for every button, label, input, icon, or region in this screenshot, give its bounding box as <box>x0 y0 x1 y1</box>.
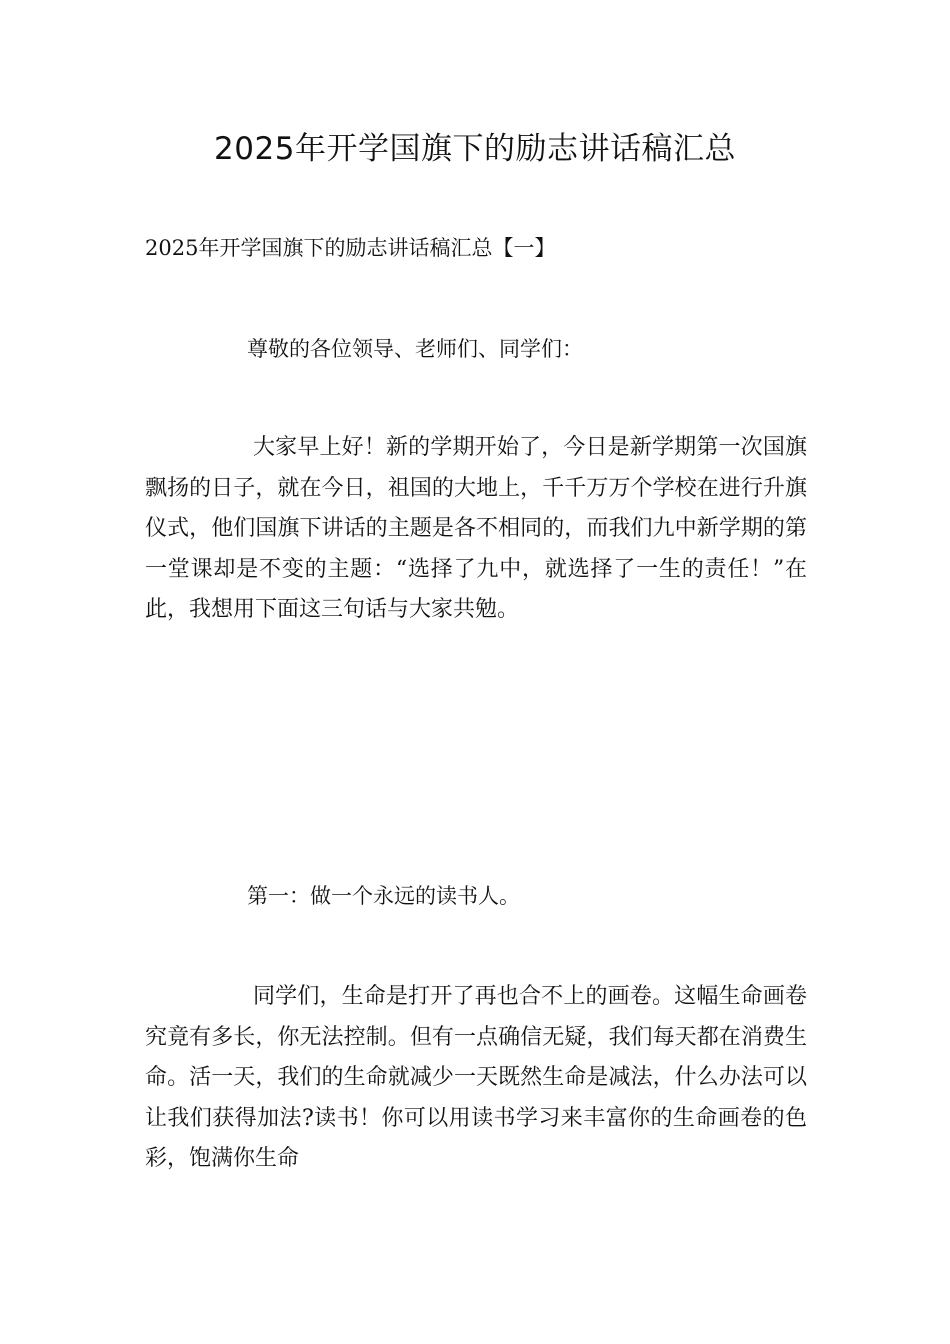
salutation: 尊敬的各位领导、老师们、同学们： <box>247 337 583 361</box>
paragraph-2: 同学们，生命是打开了再也合不上的画卷。这幅生命画卷究竟有多长，你无法控制。但有一点确信无疑，我们每天都在消费生命。活一天，我们的生命就减少一天既然生命是减法，什么办法可以让我们获得加法?读书！你可以用读书学习来丰富你的生命画卷的色彩，饱满你生命 <box>145 984 807 1171</box>
paragraph-1: 大家早上好！新的学期开始了，今日是新学期第一次国旗飘扬的日子，就在今日，祖国的大地上，千千万万个学校在进行升旗仪式，他们国旗下讲话的主题是各不相同的，而我们九中新学期的第一堂课却是不变的主题：“选择了九中，就选择了一生的责任！”在此，我想用下面这三句话与大家共勉。 <box>145 435 807 622</box>
section-heading: 2025年开学国旗下的励志讲话稿汇总【一】 <box>145 236 556 260</box>
point-heading-1: 第一：做一个永远的读书人。 <box>247 884 520 908</box>
document-title: 2025年开学国旗下的励志讲话稿汇总 <box>214 131 736 167</box>
